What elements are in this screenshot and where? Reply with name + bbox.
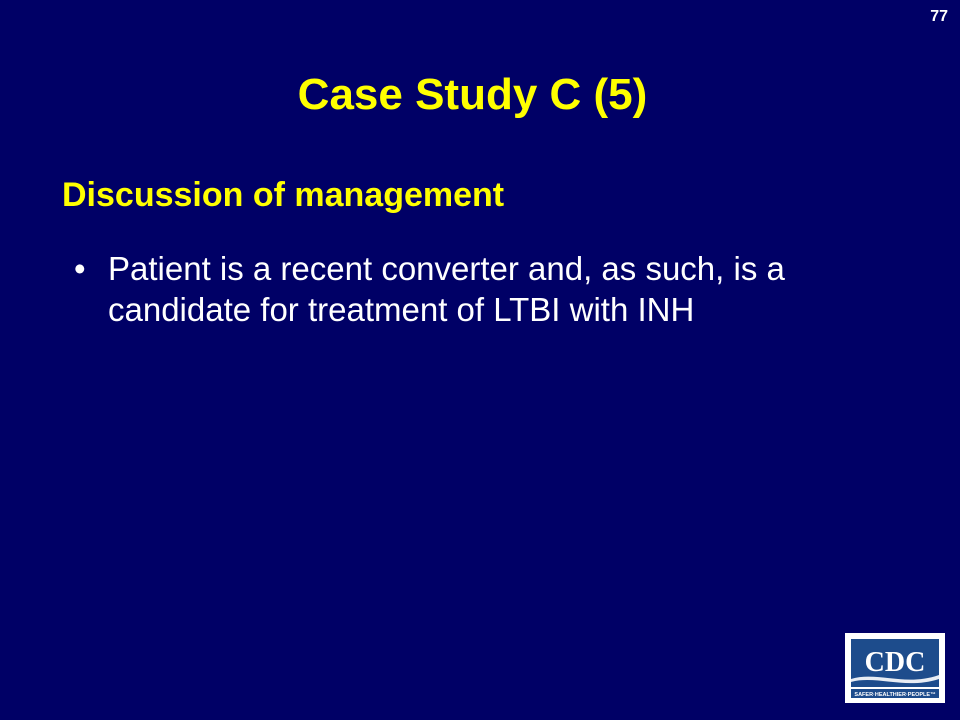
cdc-logo-text: CDC <box>864 647 926 678</box>
cdc-logo <box>845 633 945 703</box>
bullet-item <box>74 248 914 330</box>
cdc-logo-icon <box>847 635 943 701</box>
slide-subtitle: Discussion of management <box>62 176 505 214</box>
slide-title: Case Study C (5) <box>297 70 648 119</box>
bullet-text: Patient is a recent converter and, as such, is a candidate for treatment of LTBI with INH <box>108 250 785 328</box>
cdc-logo-tagline: SAFER·HEALTHIER·PEOPLE™ <box>854 692 936 698</box>
bullet-list <box>74 248 914 330</box>
bullet-dot-icon: • <box>74 250 86 287</box>
slide-number: 77 <box>930 8 948 25</box>
